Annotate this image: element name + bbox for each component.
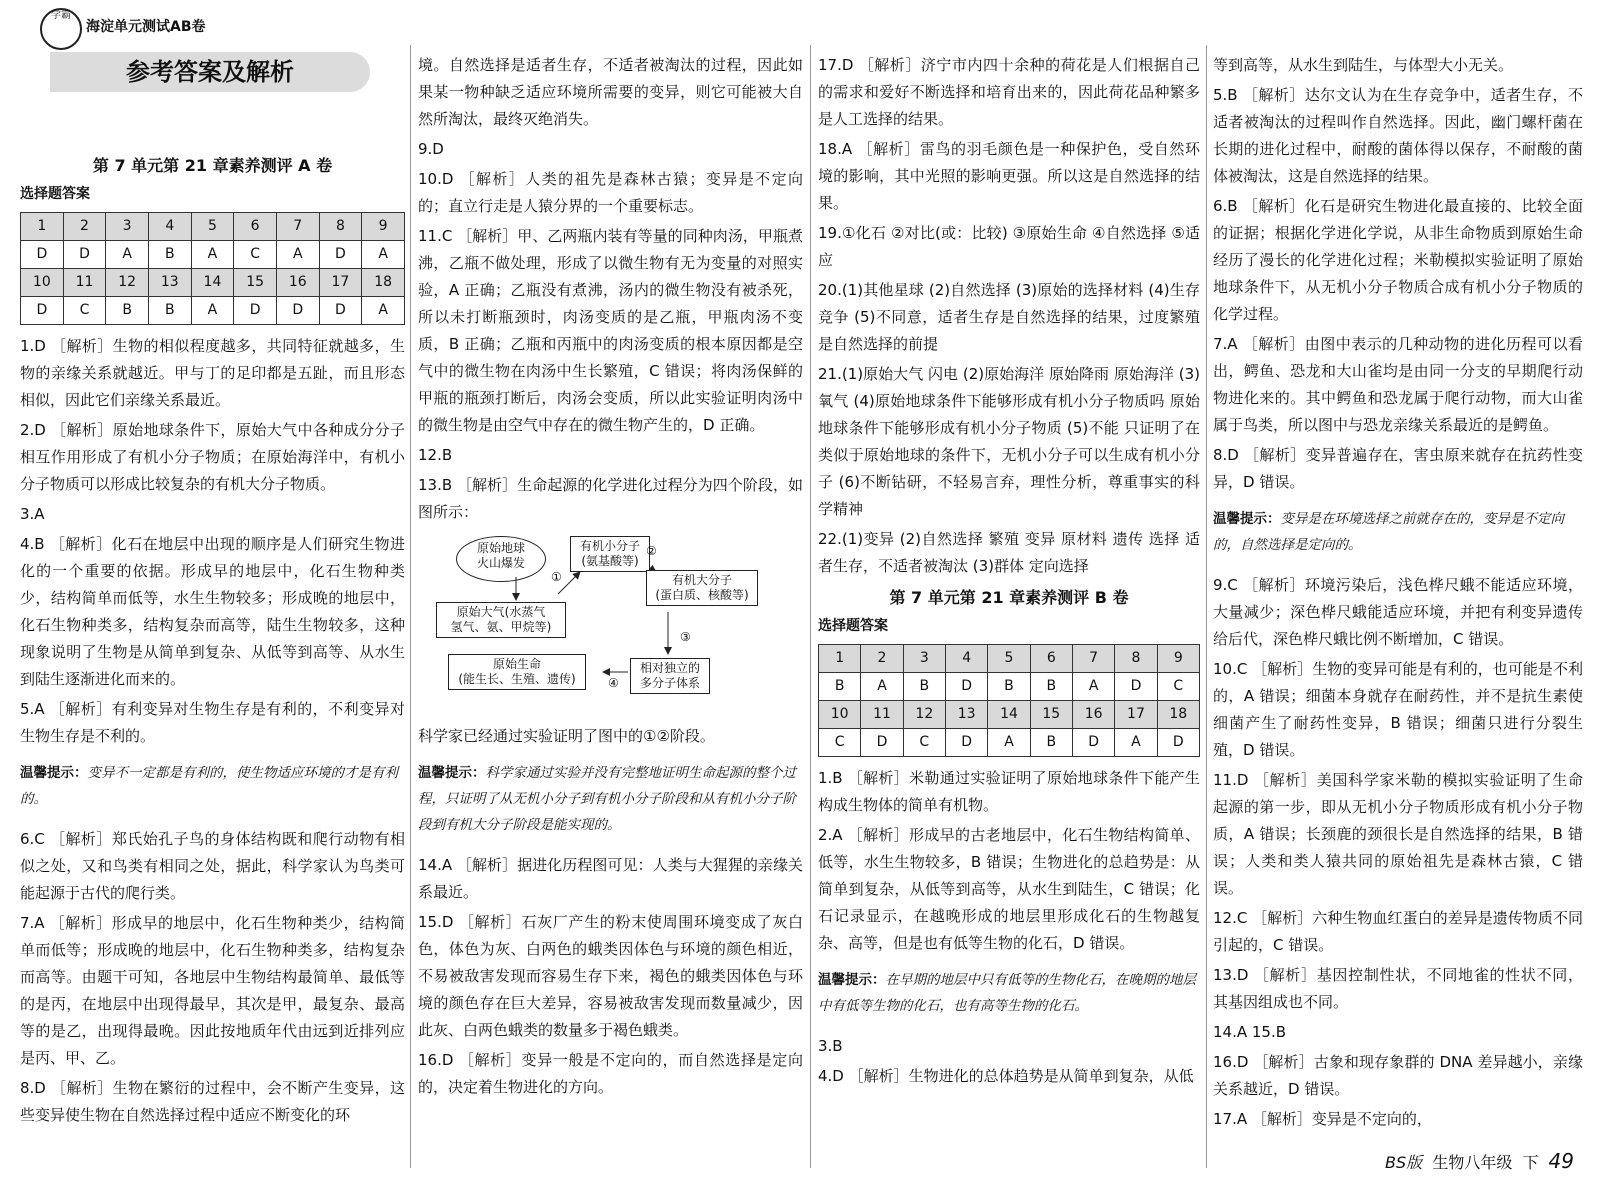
answer-item: 6.C ［解析］郑氏始孔子鸟的身体结构既和爬行动物有相似之处，又和鸟类有相同之处，据此，科学家认为鸟类可能起源于古代的爬行类。 — [20, 830, 405, 902]
table-row — [819, 673, 1200, 701]
table-cell: D — [945, 673, 987, 701]
answer-item: 13.B ［解析］生命起源的化学进化过程分为四个阶段，如图所示： — [418, 476, 803, 521]
table-cell: 15 — [234, 269, 277, 297]
table-cell: D — [63, 241, 106, 269]
chemical-evolution-diagram — [418, 532, 803, 717]
column-1 — [20, 148, 405, 1132]
table-cell: A — [191, 297, 234, 325]
answer-item: 17.A ［解析］变异是不定向的， — [1213, 1110, 1432, 1128]
table-cell: 11 — [861, 701, 903, 729]
diagram-node-start: 原始地球 火山爆发 — [456, 536, 546, 582]
step-label: ④ — [608, 676, 619, 690]
header-logo — [40, 8, 380, 108]
answer-item: 10.C ［解析］生物的变异可能是有利的，也可能是不利的，A 错误；细菌本身就存在耐药性，并不是抗生素使细菌产生了耐药性变异，B 错误；细菌只进行分裂生殖，D 错误。 — [1213, 660, 1583, 759]
table-cell: A — [1072, 673, 1114, 701]
table-cell: 6 — [1030, 645, 1072, 673]
table-cell: D — [21, 241, 64, 269]
answer-item: 12.B — [418, 446, 453, 464]
answer-item: 2.A ［解析］形成早的古老地层中，化石生物结构简单、低等，水生生物较多，B 错误；生物进化的总趋势是：从简单到复杂，从低等到高等，从水生到陆生，C 错误；化石记录显示，在越晚形成的地层里形成化石的生物越复杂、高等，但是也有低等生物的化石，D 错误。 — [818, 826, 1200, 952]
diagram-node-primitive-life: 原始生命 (能生长、生殖、遗传) — [448, 654, 586, 690]
table-cell: 8 — [319, 213, 362, 241]
diagram-node-organic-small: 有机小分子 (氨基酸等) — [570, 536, 650, 572]
table-cell: 3 — [903, 645, 945, 673]
table-cell: 14 — [191, 269, 234, 297]
answer-item: 9.C ［解析］环境污染后，浅色桦尺蛾不能适应环境，大量减少；深色桦尺蛾能适应环境，并把有利变异遗传给后代，深色桦尺蛾比例不断增加，C 错误。 — [1213, 576, 1583, 648]
table-cell: 16 — [276, 269, 319, 297]
table-cell: 5 — [988, 645, 1030, 673]
answer-item: 1.D ［解析］生物的相似程度越多，共同特征就越多，生物的亲缘关系就越近。甲与丁的足印都是五趾，而且形态相似，因此它们亲缘关系最近。 — [20, 337, 405, 409]
answer-item: 8.D ［解析］生物在繁衍的过程中，会不断产生变异，这些变异使生物在自然选择过程中适应不断变化的环 — [20, 1079, 405, 1124]
column-divider — [410, 45, 411, 1168]
column-4 — [1213, 52, 1583, 1136]
table-cell: 14 — [988, 701, 1030, 729]
answer-item: 9.D — [418, 140, 444, 158]
table-cell: 18 — [362, 269, 405, 297]
answer-item: 17.D ［解析］济宁市内四十余种的荷花是人们根据自己的需求和爱好不断选择和培育出来的，因此荷花品种繁多是人工选择的结果。 — [818, 56, 1200, 128]
diagram-node-multimolecular: 相对独立的 多分子体系 — [630, 658, 710, 694]
answer-item: 18.A ［解析］雷鸟的羽毛颜色是一种保护色，受自然环境的影响，其中光照的影响更强。所以这是自然选择的结果。 — [818, 140, 1200, 212]
table-cell: 7 — [276, 213, 319, 241]
table-cell: 12 — [106, 269, 149, 297]
answer-item: 11.D ［解析］美国科学家米勒的模拟实验证明了生命起源的第一步，即从无机小分子物质形成有机小分子物质，A 错误；长颈鹿的颈很长是自然选择的结果，B 错误；人类和类人猿共同的原始祖先是森林古猿，C 错误。 — [1213, 771, 1583, 897]
tip-box: 温馨提示：科学家通过实验并没有完整地证明生命起源的整个过程，只证明了从无机小分子到有机小分子阶段和从有机小分子阶段到有机大分子阶段是能实现的。 — [418, 765, 796, 833]
answer-item: 境。自然选择是适者生存，不适者被淘汰的过程，因此如果某一物种缺乏适应环境所需要的变异，则它可能被大自然所淘汰，最终灭绝消失。 — [418, 56, 803, 128]
section-b-heading: 第 7 单元第 21 章素养测评 B 卷 — [889, 588, 1129, 607]
answer-item: 1.B ［解析］米勒通过实验证明了原始地球条件下能产生构成生物体的简单有机物。 — [818, 769, 1200, 814]
answer-item: 14.A 15.B — [1213, 1023, 1287, 1041]
table-cell: A — [1115, 729, 1157, 757]
table-cell: D — [319, 241, 362, 269]
table-cell: 10 — [21, 269, 64, 297]
logo-badge: 学霸 — [40, 8, 82, 50]
section-a-heading: 第 7 单元第 21 章素养测评 A 卷 — [92, 156, 333, 175]
table-cell: D — [1072, 729, 1114, 757]
column-divider — [810, 45, 811, 1168]
table-cell: C — [819, 729, 861, 757]
answer-item: 20.(1)其他星球 (2)自然选择 (3)原始的选择材料 (4)生存竞争 (5)不同意，适者生存是自然选择的结果，过度繁殖是自然选择的前提 — [818, 281, 1200, 353]
table-cell: B — [819, 673, 861, 701]
tip-box: 温馨提示：在早期的地层中只有低等的生物化石，在晚期的地层中有低等生物的化石，也有高等生物的化石。 — [818, 972, 1196, 1014]
table-row — [819, 701, 1200, 729]
table-cell: D — [861, 729, 903, 757]
table-cell: 2 — [63, 213, 106, 241]
answer-item: 19.①化石 ②对比(或：比较) ③原始生命 ④自然选择 ⑤适应 — [818, 224, 1200, 269]
answer-item: 11.C ［解析］甲、乙两瓶内装有等量的同种肉汤，甲瓶煮沸，乙瓶不做处理，形成了以微生物有无为变量的对照实验，A 正确；乙瓶没有煮沸，汤内的微生物没有被杀死，所以未打断瓶颈时，肉汤变质的是乙瓶，甲瓶肉汤不变质，B 正确；乙瓶和丙瓶中的肉汤变质的根本原因都是空气中的微生物在肉汤中生长繁殖，C 错误；将肉汤保鲜的甲瓶的瓶颈打断后，肉汤会变质，所以此实验证明肉汤中的微生物是由空气中存在的微生物产生的，D 正确。 — [418, 227, 803, 434]
table-cell: 9 — [1157, 645, 1199, 673]
table-cell: 4 — [945, 645, 987, 673]
table-row — [21, 269, 405, 297]
table-cell: 16 — [1072, 701, 1114, 729]
table-cell: A — [362, 241, 405, 269]
answer-item: 12.C ［解析］六种生物血红蛋白的差异是遗传物质不同引起的，C 错误。 — [1213, 909, 1583, 954]
table-cell: 13 — [945, 701, 987, 729]
table-cell: C — [63, 297, 106, 325]
table-cell: A — [861, 673, 903, 701]
step-label: ③ — [680, 630, 691, 644]
table-cell: 9 — [362, 213, 405, 241]
table-cell: D — [21, 297, 64, 325]
table-cell: 17 — [319, 269, 362, 297]
page-title: 参考答案及解析 — [50, 52, 370, 92]
table-cell: 1 — [21, 213, 64, 241]
table-cell: 17 — [1115, 701, 1157, 729]
table-row — [21, 241, 405, 269]
table-cell: 13 — [148, 269, 191, 297]
table-cell: C — [234, 241, 277, 269]
answer-table-a — [20, 212, 405, 325]
table-cell: 3 — [106, 213, 149, 241]
column-3 — [818, 52, 1200, 1093]
answer-item: 2.D ［解析］原始地球条件下，原始大气中各种成分分子相互作用形成了有机小分子物质；在原始海洋中，有机小分子物质可以形成比较复杂的有机大分子物质。 — [20, 421, 405, 493]
table-cell: 15 — [1030, 701, 1072, 729]
answer-item: 4.B ［解析］化石在地层中出现的顺序是人们研究生物进化的一个重要的依据。形成早的地层中，化石生物种类少，结构简单而低等，水生生物较多；形成晚的地层中，化石生物种类多，结构复杂而高等，陆生生物较多，这种现象说明了生物是从简单到复杂、从低等到高等、从水生到陆生逐渐进化而来的。 — [20, 535, 405, 688]
diagram-node-organic-large: 有机大分子 (蛋白质、核酸等) — [646, 570, 758, 606]
table-cell: D — [1115, 673, 1157, 701]
table-cell: 8 — [1115, 645, 1157, 673]
answer-item: 7.A ［解析］形成早的地层中，化石生物种类少，结构简单而低等；形成晚的地层中，化石生物种类多，结构复杂而高等。由题干可知，各地层中生物结构最简单、最低等的是丙，在地层中出现得最早，其次是甲，最复杂、最高等的是乙，出现得最晚。因此按地质年代由远到近排列应是丙、甲、乙。 — [20, 914, 405, 1067]
answer-item: 科学家已经通过实验证明了图中的①②阶段。 — [418, 727, 715, 745]
table-cell: B — [1030, 729, 1072, 757]
table-cell: D — [1157, 729, 1199, 757]
answer-item: 4.D ［解析］生物进化的总体趋势是从简单到复杂，从低 — [818, 1067, 1194, 1085]
tip-box: 温馨提示：变异是在环境选择之前就存在的，变异是不定向的，自然选择是定向的。 — [1213, 511, 1564, 553]
section-a-subheading: 选择题答案 — [20, 186, 90, 202]
answer-item: 10.D ［解析］人类的祖先是森林古猿；变异是不定向的；直立行走是人猿分界的一个重要标志。 — [418, 170, 803, 215]
table-cell: D — [276, 297, 319, 325]
table-cell: 4 — [148, 213, 191, 241]
table-cell: 5 — [191, 213, 234, 241]
answer-item: 5.B ［解析］达尔文认为在生存竞争中，适者生存，不适者被淘汰的过程叫作自然选择。因此，幽门螺杆菌在长期的进化过程中，耐酸的菌体得以保存，不耐酸的菌体被淘汰，这是自然选择的结果。 — [1213, 86, 1583, 185]
column-divider — [1206, 45, 1207, 1168]
table-cell: 18 — [1157, 701, 1199, 729]
table-cell: A — [106, 241, 149, 269]
section-b-subheading: 选择题答案 — [818, 618, 888, 634]
tip-box: 温馨提示：变异不一定都是有利的，使生物适应环境的才是有利的。 — [20, 765, 398, 807]
table-cell: A — [988, 729, 1030, 757]
answer-item: 7.A ［解析］由图中表示的几种动物的进化历程可以看出，鳄鱼、恐龙和大山雀均是由同一分支的早期爬行动物进化来的。其中鳄鱼和恐龙属于爬行动物，而大山雀属于鸟类，所以图中与恐龙亲缘关系最近的是鳄鱼。 — [1213, 335, 1583, 434]
table-cell: 6 — [234, 213, 277, 241]
answer-item: 21.(1)原始大气 闪电 (2)原始海洋 原始降雨 原始海洋 (3)氧气 (4)原始地球条件下能够形成有机小分子物质吗 原始地球条件下能够形成有机小分子物质 (5)不能 只证明了在类似于原始地球的条件下，无机小分子可以生成有机小分子 (6)不断钻研，不轻易言弃，理性分析，尊重事实的科学精神 — [818, 365, 1200, 518]
table-cell: B — [106, 297, 149, 325]
table-cell: A — [276, 241, 319, 269]
answer-item: 16.D ［解析］古象和现存象群的 DNA 差异越小，亲缘关系越近，D 错误。 — [1213, 1053, 1583, 1098]
table-cell: 12 — [903, 701, 945, 729]
answer-table-b — [818, 644, 1200, 757]
table-row — [21, 213, 405, 241]
table-cell: C — [1157, 673, 1199, 701]
answer-item: 16.D ［解析］变异一般是不定向的，而自然选择是定向的，决定着生物进化的方向。 — [418, 1051, 803, 1096]
column-2 — [418, 52, 803, 1104]
step-label: ① — [551, 570, 562, 584]
table-cell: B — [988, 673, 1030, 701]
table-cell: B — [903, 673, 945, 701]
table-cell: C — [903, 729, 945, 757]
answer-item: 22.(1)变异 (2)自然选择 繁殖 变异 原材料 遗传 选择 适者生存，不适者被淘汰 (3)群体 定向选择 — [818, 530, 1200, 575]
table-cell: 11 — [63, 269, 106, 297]
answer-item: 14.A ［解析］据进化历程图可见：人类与大猩猩的亲缘关系最近。 — [418, 856, 803, 901]
answer-item: 3.A — [20, 505, 45, 523]
page-number: 49 — [1548, 1149, 1574, 1173]
table-cell: 2 — [861, 645, 903, 673]
table-row — [819, 729, 1200, 757]
table-cell: B — [1030, 673, 1072, 701]
answer-item: 等到高等，从水生到陆生，与体型大小无关。 — [1213, 56, 1514, 74]
page-footer: BS版 生物八年级 下 49 — [1385, 1149, 1574, 1173]
series-title: 海淀单元测试AB卷 — [86, 19, 206, 35]
answer-item: 15.D ［解析］石灰厂产生的粉末使周围环境变成了灰白色，体色为灰、白两色的蛾类因体色与环境的颜色相近，不易被敌害发现而容易生存下来，褐色的蛾类因体色与环境的颜色存在巨大差异，容易被敌害发现而数量减少，因此灰、白两色蛾类的数量多于褐色蛾类。 — [418, 913, 803, 1039]
answer-item: 3.B — [818, 1037, 843, 1055]
table-row — [21, 297, 405, 325]
table-cell: D — [319, 297, 362, 325]
table-cell: B — [148, 241, 191, 269]
table-cell: A — [191, 241, 234, 269]
table-cell: D — [945, 729, 987, 757]
table-cell: 10 — [819, 701, 861, 729]
answer-item: 5.A ［解析］有利变异对生物生存是有利的，不利变异对生物生存是不利的。 — [20, 700, 405, 745]
diagram-node-atmosphere: 原始大气(水蒸气 氢气、氨、甲烷等) — [436, 602, 566, 638]
step-label: ② — [646, 544, 657, 558]
table-cell: 7 — [1072, 645, 1114, 673]
answer-item: 6.B ［解析］化石是研究生物进化最直接的、比较全面的证据；根据化学进化学说，从非生命物质到原始生命经历了漫长的化学进化过程；米勒模拟实验证明了原始地球条件下，从无机小分子物质合成有机小分子物质的化学过程。 — [1213, 197, 1583, 323]
table-row — [819, 645, 1200, 673]
table-cell: A — [362, 297, 405, 325]
table-cell: D — [234, 297, 277, 325]
table-cell: B — [148, 297, 191, 325]
answer-item: 8.D ［解析］变异普遍存在，害虫原来就存在抗药性变异，D 错误。 — [1213, 446, 1583, 491]
answer-item: 13.D ［解析］基因控制性状，不同地雀的性状不同，其基因组成也不同。 — [1213, 966, 1583, 1011]
table-cell: 1 — [819, 645, 861, 673]
